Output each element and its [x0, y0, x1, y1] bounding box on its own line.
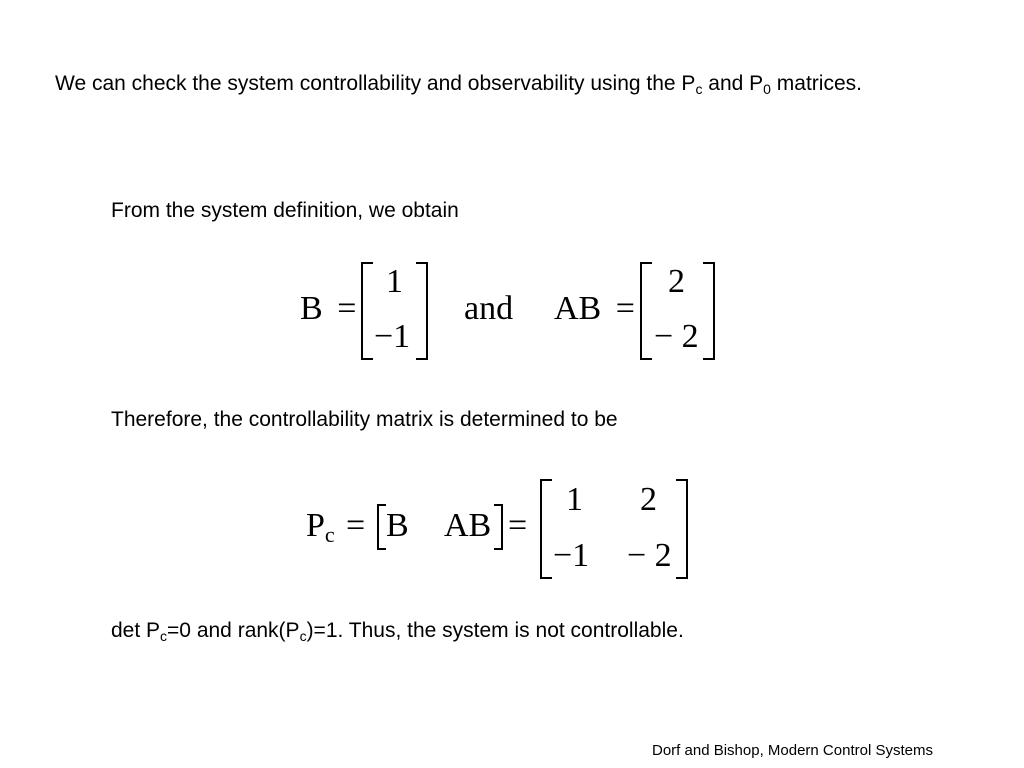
eq1-ab: AB — [554, 290, 602, 327]
intro-sub-0: 0 — [763, 81, 771, 97]
eq2-inner-left-bracket — [377, 504, 386, 550]
det-sub-1: c — [160, 628, 168, 644]
det-sub-2: c — [299, 628, 307, 644]
eq1-equals-2: = — [615, 290, 635, 327]
det-statement — [111, 619, 684, 643]
eq2-pc — [306, 507, 335, 547]
eq2-m22: − 2 — [627, 537, 672, 574]
eq2-m11: 1 — [566, 481, 583, 518]
therefore-text: Therefore, the controllability matrix is determined to be — [111, 408, 618, 431]
eq1-b-top: 1 — [386, 263, 403, 300]
eq2-inner-right-bracket — [494, 504, 503, 550]
eq2-p: P — [306, 507, 325, 544]
det-text-3: )=1. Thus, the system is not controllable. — [306, 619, 684, 642]
intro-text-2: and P — [702, 72, 764, 95]
intro-text-1: We can check the system controllability and observability using the P — [55, 72, 696, 95]
eq2-equals-1: = — [346, 507, 366, 544]
eq1-b-left-bracket — [361, 262, 373, 360]
eq1-b-right-bracket — [416, 262, 428, 360]
eq2-p-sub: c — [324, 522, 335, 547]
det-text-2: =0 and rank(P — [167, 619, 300, 642]
eq2-equals-2: = — [508, 507, 528, 544]
intro-paragraph — [55, 68, 962, 99]
eq1-ab-left-bracket — [640, 262, 652, 360]
eq1-b-bottom: −1 — [374, 318, 411, 355]
eq2-m12: 2 — [640, 481, 657, 518]
eq1-and: and — [464, 290, 514, 327]
eq2-ab: AB — [444, 507, 492, 544]
intro-text-3: matrices. — [770, 72, 862, 95]
eq1-ab-label — [554, 292, 635, 326]
eq2-matrix-left-bracket — [540, 479, 552, 579]
intro-sub-c: c — [695, 81, 703, 97]
eq1-ab-right-bracket — [703, 262, 715, 360]
footer-citation: Dorf and Bishop, Modern Control Systems — [652, 742, 933, 759]
eq2-b: B — [386, 507, 409, 544]
eq1-b: B — [300, 290, 323, 327]
from-text: From the system definition, we obtain — [111, 199, 459, 222]
det-text-1: det P — [111, 619, 161, 642]
eq1-b-label — [300, 292, 356, 326]
eq2-matrix-right-bracket — [676, 479, 688, 579]
eq2-m21: −1 — [553, 537, 590, 574]
eq1-ab-top: 2 — [668, 263, 685, 300]
eq1-ab-bottom: − 2 — [654, 318, 699, 355]
eq1-equals-1: = — [337, 290, 357, 327]
